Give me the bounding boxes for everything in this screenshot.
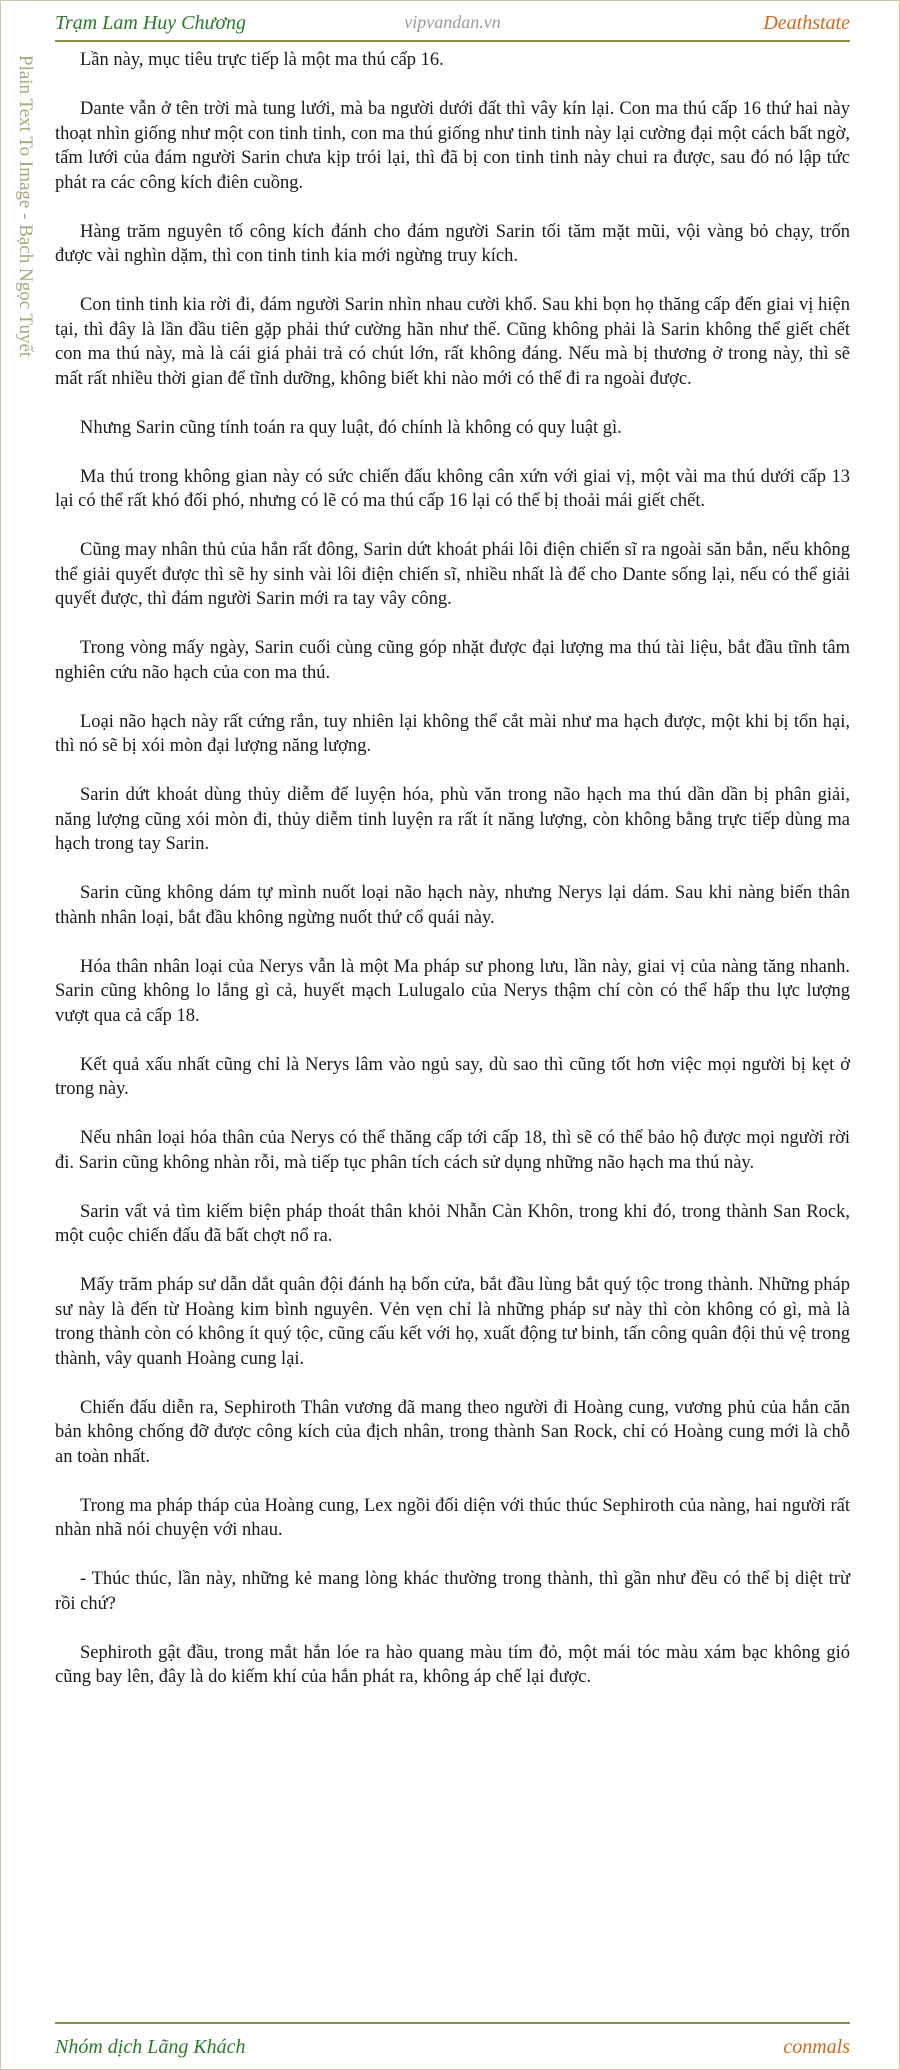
header-site-title: Trạm Lam Huy Chương xyxy=(55,12,247,34)
paragraph: Ma thú trong không gian này có sức chiến đấu không cân xứn với giai vị, một vài ma thú dưới cấp 13 lại có thể rất khó đối phó, nhưng có lẽ có ma thú cấp 16 lại có thể bị thoải mái giết chết. xyxy=(55,466,850,511)
paragraph: Sarin cũng không dám tự mình nuốt loại não hạch này, nhưng Nerys lại dám. Sau khi nàng biến thân thành nhân loại, bắt đầu không ngừng nuốt thứ cổ quái này. xyxy=(55,883,850,928)
paragraph: Chiến đấu diễn ra, Sephiroth Thân vương đã mang theo người đi Hoàng cung, vương phủ của hắn căn bản không chống đỡ được công kích của địch nhân, trong thành San Rock, chỉ có Hoàng cung mới là chỗ an toàn nhất. xyxy=(55,1397,850,1467)
paragraph: Mấy trăm pháp sư dẫn dắt quân đội đánh hạ bốn cửa, bắt đầu lùng bắt quý tộc trong thành. Những pháp sư này là đến từ Hoàng kim bình nguyên. Vẻn vẹn chỉ là những pháp sư này thì còn không có gì, mà là trong thành còn có không ít quý tộc, cũng cấu kết với họ, xuất động tư binh, tấn công quân đội thủ vệ trong thành, vây quanh Hoàng cung lại. xyxy=(55,1275,850,1369)
footer-group-name: Nhóm dịch Lãng Khách xyxy=(55,2036,246,2058)
side-watermark xyxy=(12,55,36,395)
paragraph: Nếu nhân loại hóa thân của Nerys có thể thăng cấp tới cấp 18, thì sẽ có thể bảo hộ được mọi người rời đi. Sarin cũng không nhàn rỗi, mà tiếp tục phân tích cách sử dụng những não hạch ma thú này. xyxy=(55,1128,850,1173)
paragraph: Loại não hạch này rất cứng rắn, tuy nhiên lại không thể cắt mài như ma hạch được, một khi bị tổn hại, thì nó sẽ bị xói mòn đại lượng năng lượng. xyxy=(55,711,850,756)
header-domain: vipvandan.vn xyxy=(404,12,501,32)
paragraph: - Thúc thúc, lần này, những kẻ mang lòng khác thường trong thành, thì gần như đều có thể bị diệt trừ rồi chứ? xyxy=(55,1569,850,1614)
paragraph: Kết quả xấu nhất cũng chỉ là Nerys lâm vào ngủ say, dù sao thì cũng tốt hơn việc mọi người bị kẹt ở trong này. xyxy=(55,1054,850,1099)
paragraph: Con tinh tinh kia rời đi, đám người Sarin nhìn nhau cười khổ. Sau khi bọn họ thăng cấp đến giai vị hiện tại, thì đây là lần đầu tiên gặp phải thứ cường hãn như thế. Cũng không phải là Sarin không thể giết chết con ma thú này, mà là cái giá phải trả có chút lớn, rất không đáng. Nếu mà bị thương ở trong này, thì sẽ mất rất nhiều thời gian để tĩnh dưỡng, không biết khi nào mới có thể đi ra ngoài được. xyxy=(55,295,850,389)
paragraph: Sarin vất vả tìm kiếm biện pháp thoát thân khỏi Nhẫn Càn Khôn, trong khi đó, trong thành San Rock, một cuộc chiến đấu đã bất chợt nổ ra. xyxy=(55,1201,850,1246)
paragraph: Hàng trăm nguyên tố công kích đánh cho đám người Sarin tối tăm mặt mũi, vội vàng bỏ chạy, trốn được vài nghìn dặm, thì con tinh tinh kia mới ngừng truy kích. xyxy=(55,221,850,266)
paragraph: Trong ma pháp tháp của Hoàng cung, Lex ngồi đối diện với thúc thúc Sephiroth của nàng, hai người rất nhàn nhã nói chuyện với nhau. xyxy=(55,1495,850,1540)
page-header xyxy=(55,6,850,42)
paragraph: Lần này, mục tiêu trực tiếp là một ma thú cấp 16. xyxy=(80,50,444,70)
page-footer xyxy=(55,2022,850,2064)
paragraph: Trong vòng mấy ngày, Sarin cuối cùng cũng góp nhặt được đại lượng ma thú tài liệu, bắt đầu tĩnh tâm nghiên cứu não hạch của con ma thú. xyxy=(55,638,850,683)
paragraph: Cũng may nhân thủ của hắn rất đông, Sarin dứt khoát phái lôi điện chiến sĩ ra ngoài săn bắn, nếu không thể giải quyết được thì sẽ hy sinh vài lôi điện chiến sĩ, nhiều nhất là để cho Dante sống lại, nếu có thể giải quyết được, thì đám người Sarin mới ra tay vây công. xyxy=(55,540,850,609)
paragraph: Nhưng Sarin cũng tính toán ra quy luật, đó chính là không có quy luật gì. xyxy=(80,417,622,438)
footer-editor-name: conmals xyxy=(783,2036,850,2058)
chapter-body xyxy=(55,48,850,1714)
paragraph: Hóa thân nhân loại của Nerys vẫn là một Ma pháp sư phong lưu, lần này, giai vị của nàng tăng nhanh. Sarin cũng không lo lắng gì cả, huyết mạch Lulugalo của Nerys thậm chí còn có thể hấp thu lực lượng vượt qua cả cấp 18. xyxy=(55,956,850,1026)
side-watermark-text: Plain Text To Image - Bạch Ngọc Tuyết xyxy=(15,55,36,358)
paragraph: Sephiroth gật đầu, trong mắt hắn lóe ra hào quang màu tím đỏ, một mái tóc màu xám bạc không gió cũng bay lên, đây là do kiếm khí của hắn phát ra, không áp chế lại được. xyxy=(55,1642,850,1687)
paragraph: Dante vẫn ở tên trời mà tung lưới, mà ba người dưới đất thì vây kín lại. Con ma thú cấp 16 thứ hai này thoạt nhìn giống như một con tinh tinh, con ma thú giống như tinh tinh này lại cường đại một cách bất ngờ, tấm lưới của đám người Sarin chưa kịp trói lại, thì đã bị con tinh tinh này chui ra được, sau đó nó lập tức phát ra các công kích điên cuồng. xyxy=(55,99,850,193)
header-translator: Deathstate xyxy=(763,12,850,34)
paragraph: Sarin dứt khoát dùng thủy diễm để luyện hóa, phù văn trong não hạch ma thú dần dần bị phân giải, năng lượng cũng xói mòn đi, thủy diễm tinh luyện ra rất ít năng lượng, còn không bằng trực tiếp dùng ma hạch trong tay Sarin. xyxy=(55,785,850,854)
